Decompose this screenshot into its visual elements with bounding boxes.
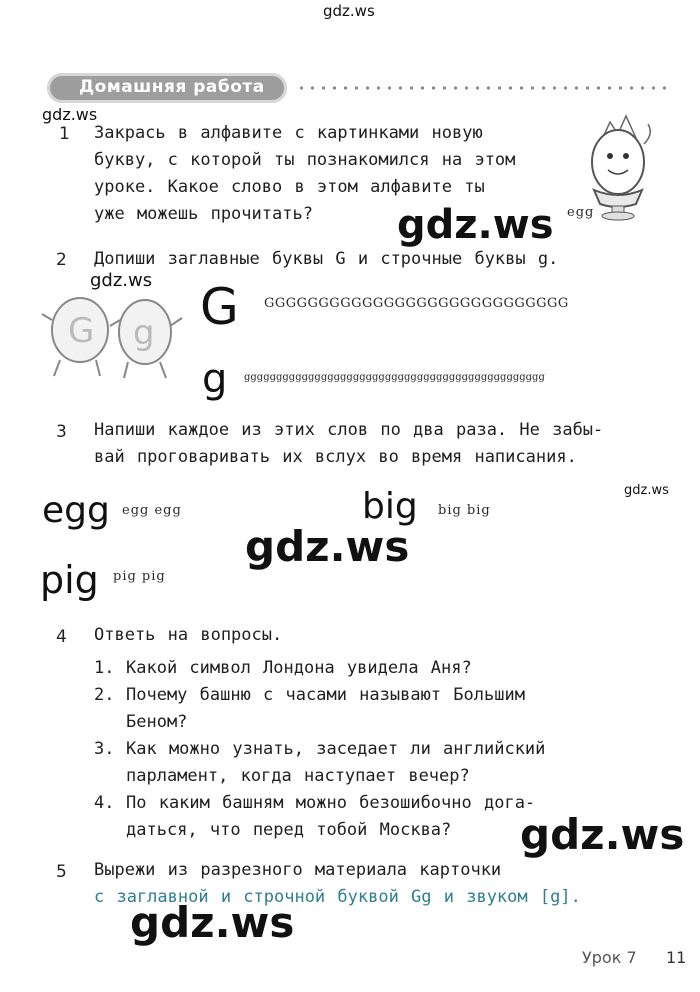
question-line: Какой символ Лондона увидела Аня? bbox=[126, 658, 472, 678]
homework-banner-label: Домашняя работа bbox=[79, 77, 265, 97]
task2-number: 2 bbox=[56, 250, 67, 270]
question-line: По каким башням можно безошибочно дога- bbox=[126, 793, 536, 813]
question-line: Беном? bbox=[126, 712, 188, 732]
word-pig: pig bbox=[40, 558, 99, 602]
question-item bbox=[94, 682, 654, 736]
capital-g-sample: G bbox=[200, 278, 239, 336]
task4-number: 4 bbox=[56, 627, 67, 647]
question-line: Почему башню с часами называют Большим bbox=[126, 685, 525, 705]
page-number: 11 bbox=[666, 948, 687, 967]
watermark-c: gdz.ws bbox=[90, 270, 153, 291]
task3-text bbox=[94, 417, 674, 471]
task5-line: с заглавной и строчной буквой Gg и звуком [g]. bbox=[94, 887, 581, 907]
word-pig-copies: pig pig bbox=[113, 569, 166, 584]
question-number: 2. bbox=[94, 685, 115, 705]
capital-g-line: GGGGGGGGGGGGGGGGGGGGGGGGGGGG bbox=[264, 296, 569, 311]
two-egg-characters-icon bbox=[40, 290, 190, 380]
lowercase-g-line: ggggggggggggggggggggggggggggggggggggggggggggggg bbox=[244, 372, 545, 383]
word-egg-copies: egg egg bbox=[122, 503, 182, 518]
watermark-a: gdz.ws bbox=[42, 105, 98, 124]
watermark-d: gdz.ws bbox=[624, 483, 669, 498]
watermark-g: gdz.ws bbox=[130, 898, 295, 947]
word-big-copies: big big bbox=[438, 503, 491, 518]
task3-line: Напиши каждое из этих слов по два раза. Не забы- bbox=[94, 420, 604, 440]
task1-number: 1 bbox=[59, 124, 70, 144]
svg-text:g: g bbox=[133, 313, 155, 353]
question-number: 1. bbox=[94, 658, 115, 678]
question-item bbox=[94, 655, 654, 682]
watermark-b: gdz.ws bbox=[397, 202, 554, 248]
task3-line: вай проговаривать их вслух во время написания. bbox=[94, 447, 577, 467]
question-item bbox=[94, 736, 654, 790]
task1-line: уроке. Какое слово в этом алфавите ты bbox=[94, 177, 485, 197]
question-line: Как можно узнать, заседает ли английский bbox=[126, 739, 546, 759]
svg-text:G: G bbox=[68, 311, 95, 351]
word-big: big bbox=[362, 486, 418, 527]
task1-line: Закрась в алфавите с картинками новую bbox=[94, 123, 483, 143]
question-line: даться, что перед тобой Москва? bbox=[126, 820, 452, 840]
question-line: парламент, когда наступает вечер? bbox=[126, 766, 470, 786]
task3-number: 3 bbox=[56, 422, 67, 442]
dotted-rule bbox=[296, 86, 668, 90]
task4-title: Ответь на вопросы. bbox=[94, 625, 283, 645]
word-egg: egg bbox=[42, 490, 110, 531]
homework-banner bbox=[47, 73, 287, 103]
watermark-top: gdz.ws bbox=[323, 2, 375, 20]
watermark-f: gdz.ws bbox=[520, 810, 685, 859]
watermark-e: gdz.ws bbox=[245, 522, 410, 571]
task2-text: Допиши заглавные буквы G и строчные буквы g. bbox=[94, 249, 559, 269]
task1-line: уже можешь прочитать? bbox=[94, 204, 313, 224]
egg-caption: egg bbox=[567, 205, 595, 220]
task5-line: Вырежи из разрезного материала карточки bbox=[94, 860, 502, 880]
task5-number: 5 bbox=[56, 862, 67, 882]
question-number: 4. bbox=[94, 793, 115, 813]
task1-line: букву, с которой ты познакомился на этом bbox=[94, 150, 516, 170]
lesson-label: Урок 7 bbox=[582, 948, 637, 967]
question-number: 3. bbox=[94, 739, 115, 759]
lowercase-g-sample: g bbox=[202, 356, 228, 402]
